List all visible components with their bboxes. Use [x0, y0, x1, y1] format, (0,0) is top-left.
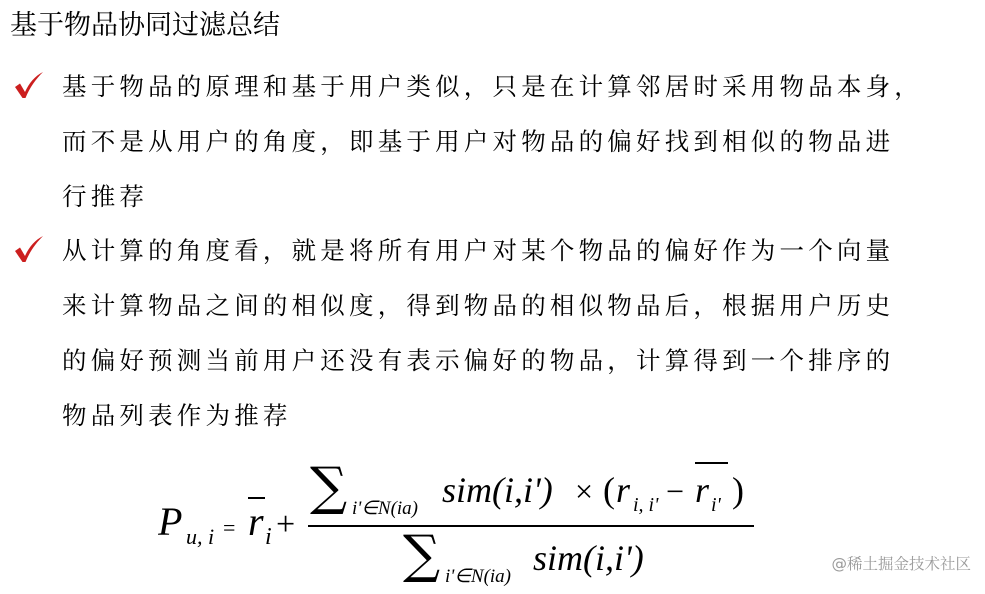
bullet-line: 物品列表作为推荐: [62, 401, 292, 430]
formula-r-subscript: i, i': [633, 494, 659, 516]
bullet-line: 的偏好预测当前用户还没有表示偏好的物品，计算得到一个排序的: [62, 346, 895, 375]
formula-open-paren: (: [603, 470, 615, 510]
formula-lhs-subscript: u, i: [186, 524, 215, 549]
bullet-item-2: [10, 232, 970, 442]
formula-plus: +: [276, 506, 296, 543]
formula-den-sim: sim(i,i'): [533, 538, 644, 578]
page-title: 基于物品协同过滤总结: [10, 10, 280, 41]
bullet-line: 来计算物品之间的相似度，得到物品的相似物品后，根据用户历史: [62, 291, 895, 320]
bullet-line: 基于物品的原理和基于用户类似，只是在计算邻居时采用物品本身，: [62, 72, 923, 101]
formula-sim-term: sim(i,i'): [442, 470, 553, 510]
formula-den-sum-index: i'∈N(ia): [445, 566, 511, 587]
watermark: @稀土掘金技术社区: [831, 555, 971, 573]
bullet-line: 从计算的角度看，就是将所有用户对某个物品的偏好作为一个向量: [62, 236, 895, 265]
formula-r: r: [616, 470, 631, 510]
formula-den-sum-symbol: ∑: [403, 525, 441, 585]
formula-close-paren: ): [732, 470, 744, 510]
prediction-formula: [158, 452, 798, 592]
formula-rbar-subscript: i: [265, 524, 272, 550]
bullet-item-1: [10, 68, 970, 218]
formula-minus: −: [666, 473, 685, 509]
bullet-line: 而不是从用户的角度，即基于用户对物品的偏好找到相似的物品进: [62, 127, 895, 156]
check-icon: [12, 232, 46, 268]
formula-rbar-2: r: [695, 470, 710, 510]
check-icon: [12, 68, 46, 104]
formula-equals: =: [223, 515, 236, 540]
formula-sum-symbol: ∑: [310, 457, 348, 517]
bullet-line: 行推荐: [62, 182, 149, 211]
formula-sum-index: i'∈N(ia): [352, 498, 418, 519]
formula-rbar: r: [248, 499, 264, 544]
formula-lhs: P: [158, 499, 183, 544]
formula-rbar-2-subscript: i': [711, 494, 721, 516]
formula-times: ×: [575, 473, 594, 509]
